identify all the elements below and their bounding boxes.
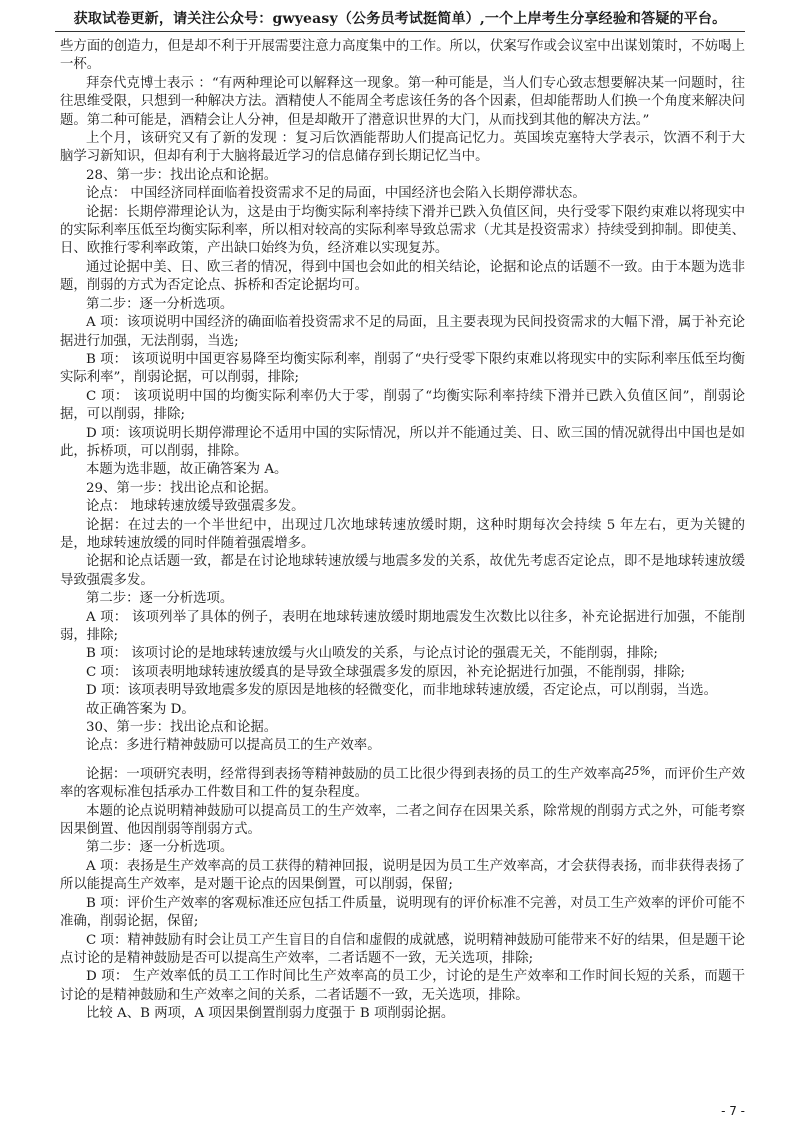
answer-line: 本题为选非题，故正确答案为 A。: [86, 462, 288, 478]
step-heading: 第二步：逐一分析选项。: [86, 840, 234, 856]
option-analysis: A 项： 该项列举了具体的例子，表明在地球转速放缓时期地震发生次数比以往多，补充论据进行加强，不能削弱，排除;: [60, 609, 745, 643]
paragraph: 些方面的创造力，但是却不利于开展需要注意力高度集中的工作。所以，伏案写作或会议室中出谋划策时，不妨喝上一杯。: [60, 39, 745, 73]
question-heading: 29、第一步：找出论点和论据。: [86, 480, 278, 496]
paragraph: 上个月，该研究又有了新的发现 ：复习后饮酒能帮助人们提高记忆力。英国埃克塞特大学表示，饮酒不利于大脑学习新知识，但却有利于大脑将最近学习的信息储存到长期记忆当中。: [60, 131, 745, 165]
step-heading: 第二步：逐一分析选项。: [86, 296, 234, 312]
paragraph: 论点： 地球转速放缓导致强震多发。: [86, 499, 305, 515]
option-analysis: D 项： 生产效率低的员工工作时间比生产效率高的员工少，讨论的是生产效率和工作时间长短的关系，而题干讨论的是精神鼓励和生产效率之间的关系，二者话题不一致，无关选项，排除。: [60, 969, 745, 1003]
paragraph: 本题的论点说明精神鼓励可以提高员工的生产效率，二者之间存在因果关系，除常规的削弱方式之外，可能考察因果倒置、他因削弱等削弱方式。: [60, 803, 745, 838]
paragraph: 论点：多进行精神鼓励可以提高员工的生产效率。: [86, 738, 381, 754]
option-analysis: B 项：评价生产效率的客观标准还应包括工件质量，说明现有的评价标准不完善，对员工生产效率的评价可能不准确，削弱论据，保留;: [60, 895, 745, 930]
paragraph: 比较 A、B 两项，A 项因果倒置削弱力度强于 B 项削弱论据。: [86, 1006, 455, 1022]
option-analysis: A 项：该项说明中国经济的确面临着投资需求不足的局面，且主要表现为民间投资需求的大幅下滑，属于补充论据进行加强，无法削弱，当选;: [60, 315, 745, 349]
question-heading: 28、第一步：找出论点和论据。: [86, 167, 278, 183]
option-analysis: B 项： 该项讨论的是地球转速放缓与火山喷发的关系，与论点讨论的强震无关，不能削弱，排除;: [86, 646, 658, 662]
option-analysis: C 项： 该项说明中国的均衡实际利率仍大于零，削弱了“均衡实际利率持续下滑并已跌入负值区间”，削弱论据，可以削弱，排除;: [60, 388, 745, 423]
paragraph: 论点： 中国经济同样面临着投资需求不足的局面，中国经济也会陷入长期停滞状态。: [86, 186, 586, 202]
option-analysis: C 项：精神鼓励有时会让员工产生盲目的自信和虚假的成就感，说明精神鼓励可能带来不好的结果，但是题干论点讨论的是精神鼓励是否可以提高生产效率，二者话题不一致，无关选项，排除;: [60, 932, 745, 966]
header-divider: [55, 31, 745, 32]
answer-line: 故正确答案为 D。: [86, 701, 195, 717]
page-header: 获取试卷更新，请关注公众号：gwyeasy（公务员考试挺简单）,一个上岸考生分享经验和答疑的平台。: [73, 11, 727, 27]
document-body: [60, 38, 745, 1024]
step-heading: 第二步：逐一分析选项。: [86, 591, 234, 607]
option-analysis: A 项：表扬是生产效率高的员工获得的精神回报，说明是因为员工生产效率高，才会获得表扬，而非获得表扬了所以能提高生产效率，是对题干论点的因果倒置，可以削弱，保留;: [60, 858, 745, 893]
question-heading: 30、第一步：找出论点和论据。: [86, 720, 278, 736]
option-analysis: C 项： 该项表明地球转速放缓真的是导致全球强震多发的原因，补充论据进行加强，不能削弱，排除;: [86, 664, 686, 680]
text-run: ，而评价生产效率的客观标准包括承办工件数目和工件的复杂程度。: [60, 766, 746, 801]
page-number: - 7 -: [721, 1104, 745, 1118]
option-analysis: D 项：该项表明导致地震多发的原因是地核的轻微变化，而非地球转速放缓，否定论点，可以削弱，当选。: [86, 683, 717, 699]
paragraph: 拜奈代克博士表示 ：“有两种理论可以解释这一现象。第一种可能是，当人们专心致志想要解决某一问题时，往往思维受限，只想到一种解决方法。酒精使人不能周全考虑该任务的各个因素，但却能帮助人们换一个角度来解决问题。第二种可能是，酒精会让人分神，但是却敞开了潜意识世界的大门，从而找到其他的解决方法。”: [60, 75, 745, 128]
paragraph: 论据：在过去的一个半世纪中，出现过几次地球转速放缓时期，这种时期每次会持续 5 年左右，更为关键的是，地球转速放缓的同时伴随着强震增多。: [60, 517, 745, 551]
option-analysis: D 项：该项说明长期停滞理论不适用中国的实际情况，所以并不能通过美、日、欧三国的情况就得出中国也是如此，拆桥项，可以削弱，排除。: [60, 425, 745, 459]
text-run: 论据：一项研究表明，经常得到表扬等精神鼓励的员工比很少得到表扬的员工的生产效率高: [86, 766, 625, 782]
paragraph: 论据和论点话题一致，都是在讨论地球转速放缓与地震多发的关系，故优先考虑否定论点，即不是地球转速放缓导致强震多发。: [60, 554, 745, 588]
percentage-value: 25%: [624, 763, 651, 778]
paragraph: 论据：长期停滞理论认为，这是由于均衡实际利率持续下滑并已跌入负值区间，央行受零下限约束难以将现实中的实际利率压低至均衡实际利率，所以相对较高的实际利率导致总需求（尤其是投资需求）持续受到抑制。即使美、日、欧推行零利率政策，产出缺口始终为负，经济难以实现复苏。: [60, 204, 745, 257]
paragraph: [60, 762, 745, 803]
option-analysis: B 项： 该项说明中国更容易降至均衡实际利率，削弱了“央行受零下限约束难以将现实中的实际利率压低至均衡实际利率”，削弱论据，可以削弱，排除;: [60, 351, 745, 386]
paragraph: 通过论据中美、日、欧三者的情况，得到中国也会如此的相关结论，论据和论点的话题不一致。由于本题为选非题，削弱的方式为否定论点、拆桥和否定论据均可。: [60, 259, 745, 294]
